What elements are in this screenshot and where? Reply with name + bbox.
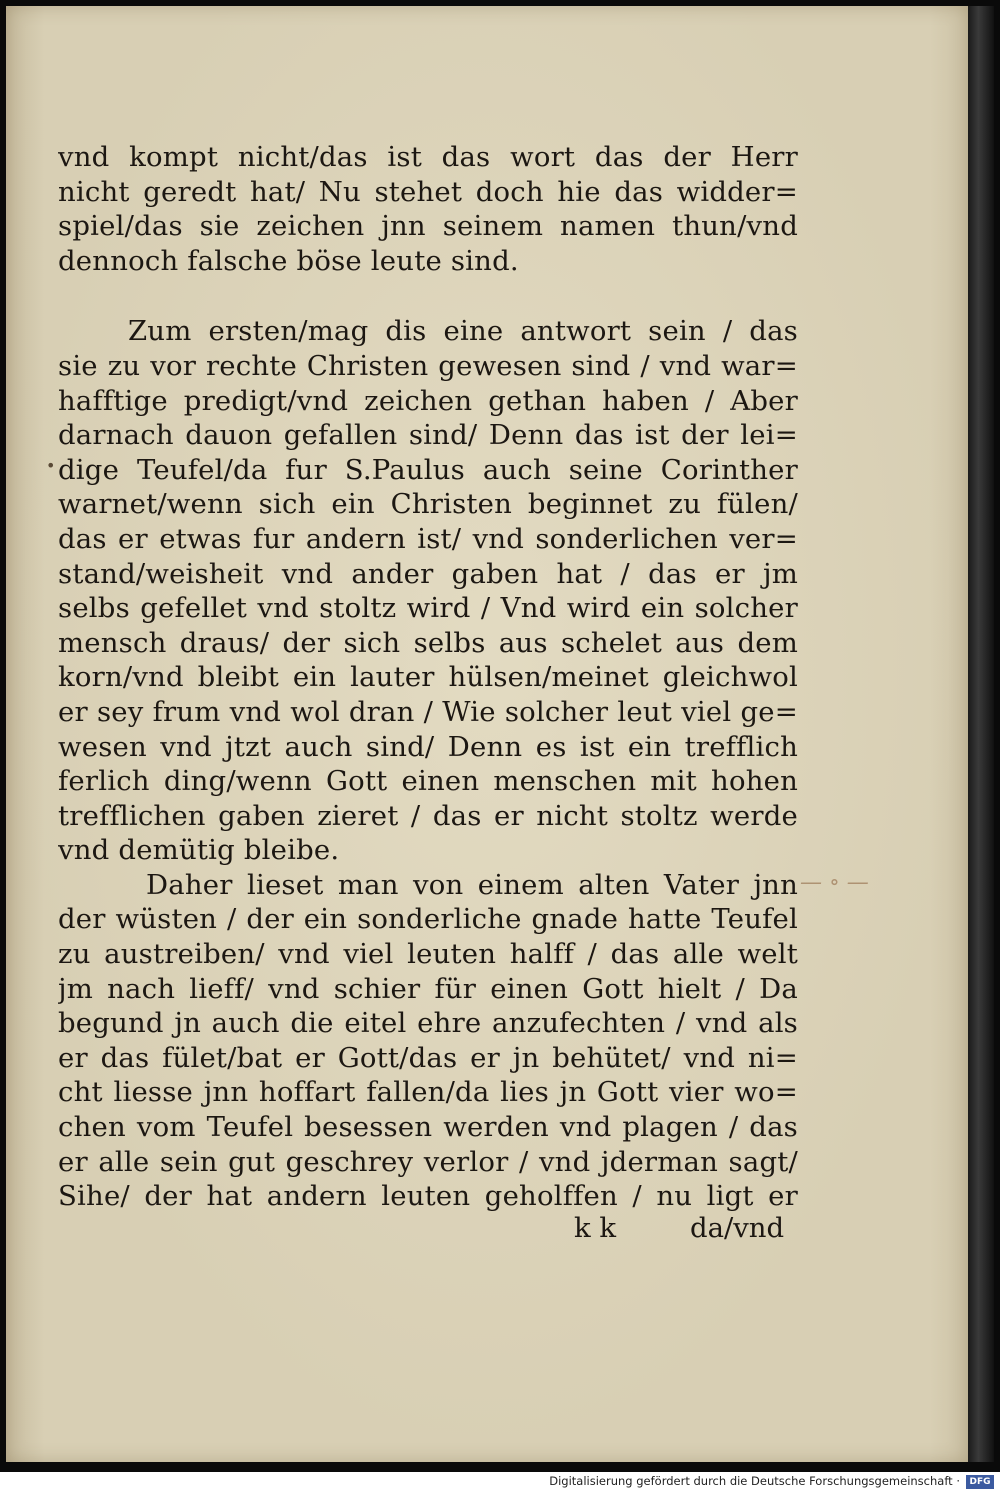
text-line: vnd demütig bleibe. [58,834,340,867]
text-line: sie zu vor rechte Christen gewesen sind / vnd war= [58,349,798,382]
signature-mark: k k [574,1212,617,1244]
text-line: jm nach lieff/ vnd schier für einen Gott hielt / Da [58,972,798,1005]
text-line: ferlich ding/wenn Gott einen menschen mit hohen [58,765,798,798]
text-line: cht liesse jnn hoffart fallen/da lies jn Gott vier wo= [58,1076,798,1109]
text-line: darnach dauon gefallen sind/ Denn das ist der lei= [58,419,798,452]
text-line: er alle sein gut geschrey verlor / vnd jderman sagt/ [58,1145,798,1178]
margin-pencil-note: — ∘ — [800,870,869,895]
page-edge-shadow [968,6,994,1462]
dfg-logo-icon: DFG [966,1475,994,1489]
text-line: Daher lieset man von einem alten Vater jnn [146,868,798,901]
funding-credit: Digitalisierung gefördert durch die Deutsche Forschungsgemeinschaft · [549,1474,960,1488]
text-line: Zum ersten/mag dis eine antwort sein / das [128,315,798,348]
text-line: hafftige predigt/vnd zeichen gethan haben / Aber [58,384,798,417]
text-line: korn/vnd bleibt ein lauter hülsen/meinet gleichwol [58,661,798,694]
text-line: vnd kompt nicht/das ist das wort das der Herr [58,141,798,173]
text-line: das er etwas fur andern ist/ vnd sonderlichen ver= [58,522,798,555]
footer-bar [0,1472,1000,1492]
text-line: zu austreiben/ vnd viel leuten halff / das alle welt [58,938,798,971]
text-line: Sihe/ der hat andern leuten geholffen / nu ligt er [58,1180,798,1213]
text-line: chen vom Teufel besessen werden vnd plagen / das [58,1111,798,1144]
text-line: der wüsten / der ein sonderliche gnade hatte Teufel [58,903,798,936]
margin-mark: • [46,456,56,475]
text-line: warnet/wenn sich ein Christen beginnet zu fülen/ [58,488,798,521]
text-line: stand/weisheit vnd ander gaben hat / das er jm [58,557,798,590]
text-line: begund jn auch die eitel ehre anzufechten / vnd als [58,1007,798,1040]
text-line: dige Teufel/da fur S.Paulus auch seine Corinther [58,453,798,486]
text-line: wesen vnd jtzt auch sind/ Denn es ist ein trefflich [58,730,798,763]
text-line: er sey frum vnd wol dran / Wie solcher leut viel ge= [58,695,798,728]
text-line: selbs gefellet vnd stoltz wird / Vnd wird ein solcher [58,592,798,625]
text-line: spiel/das sie zeichen jnn seinem namen thun/vnd [58,210,798,243]
text-line: trefflichen gaben zieret / das er nicht stoltz werde [58,799,798,832]
text-line: er das fület/bat er Gott/das er jn behütet/ vnd ni= [58,1041,798,1074]
text-line: nicht geredt hat/ Nu stehet doch hie das widder= [58,175,798,208]
paragraph-gap [58,278,798,314]
text-line: mensch draus/ der sich selbs aus schelet aus dem [58,626,798,659]
page-text [58,140,798,1214]
catchword: da/vnd [690,1212,785,1244]
text-line: dennoch falsche böse leute sind. [58,244,519,277]
